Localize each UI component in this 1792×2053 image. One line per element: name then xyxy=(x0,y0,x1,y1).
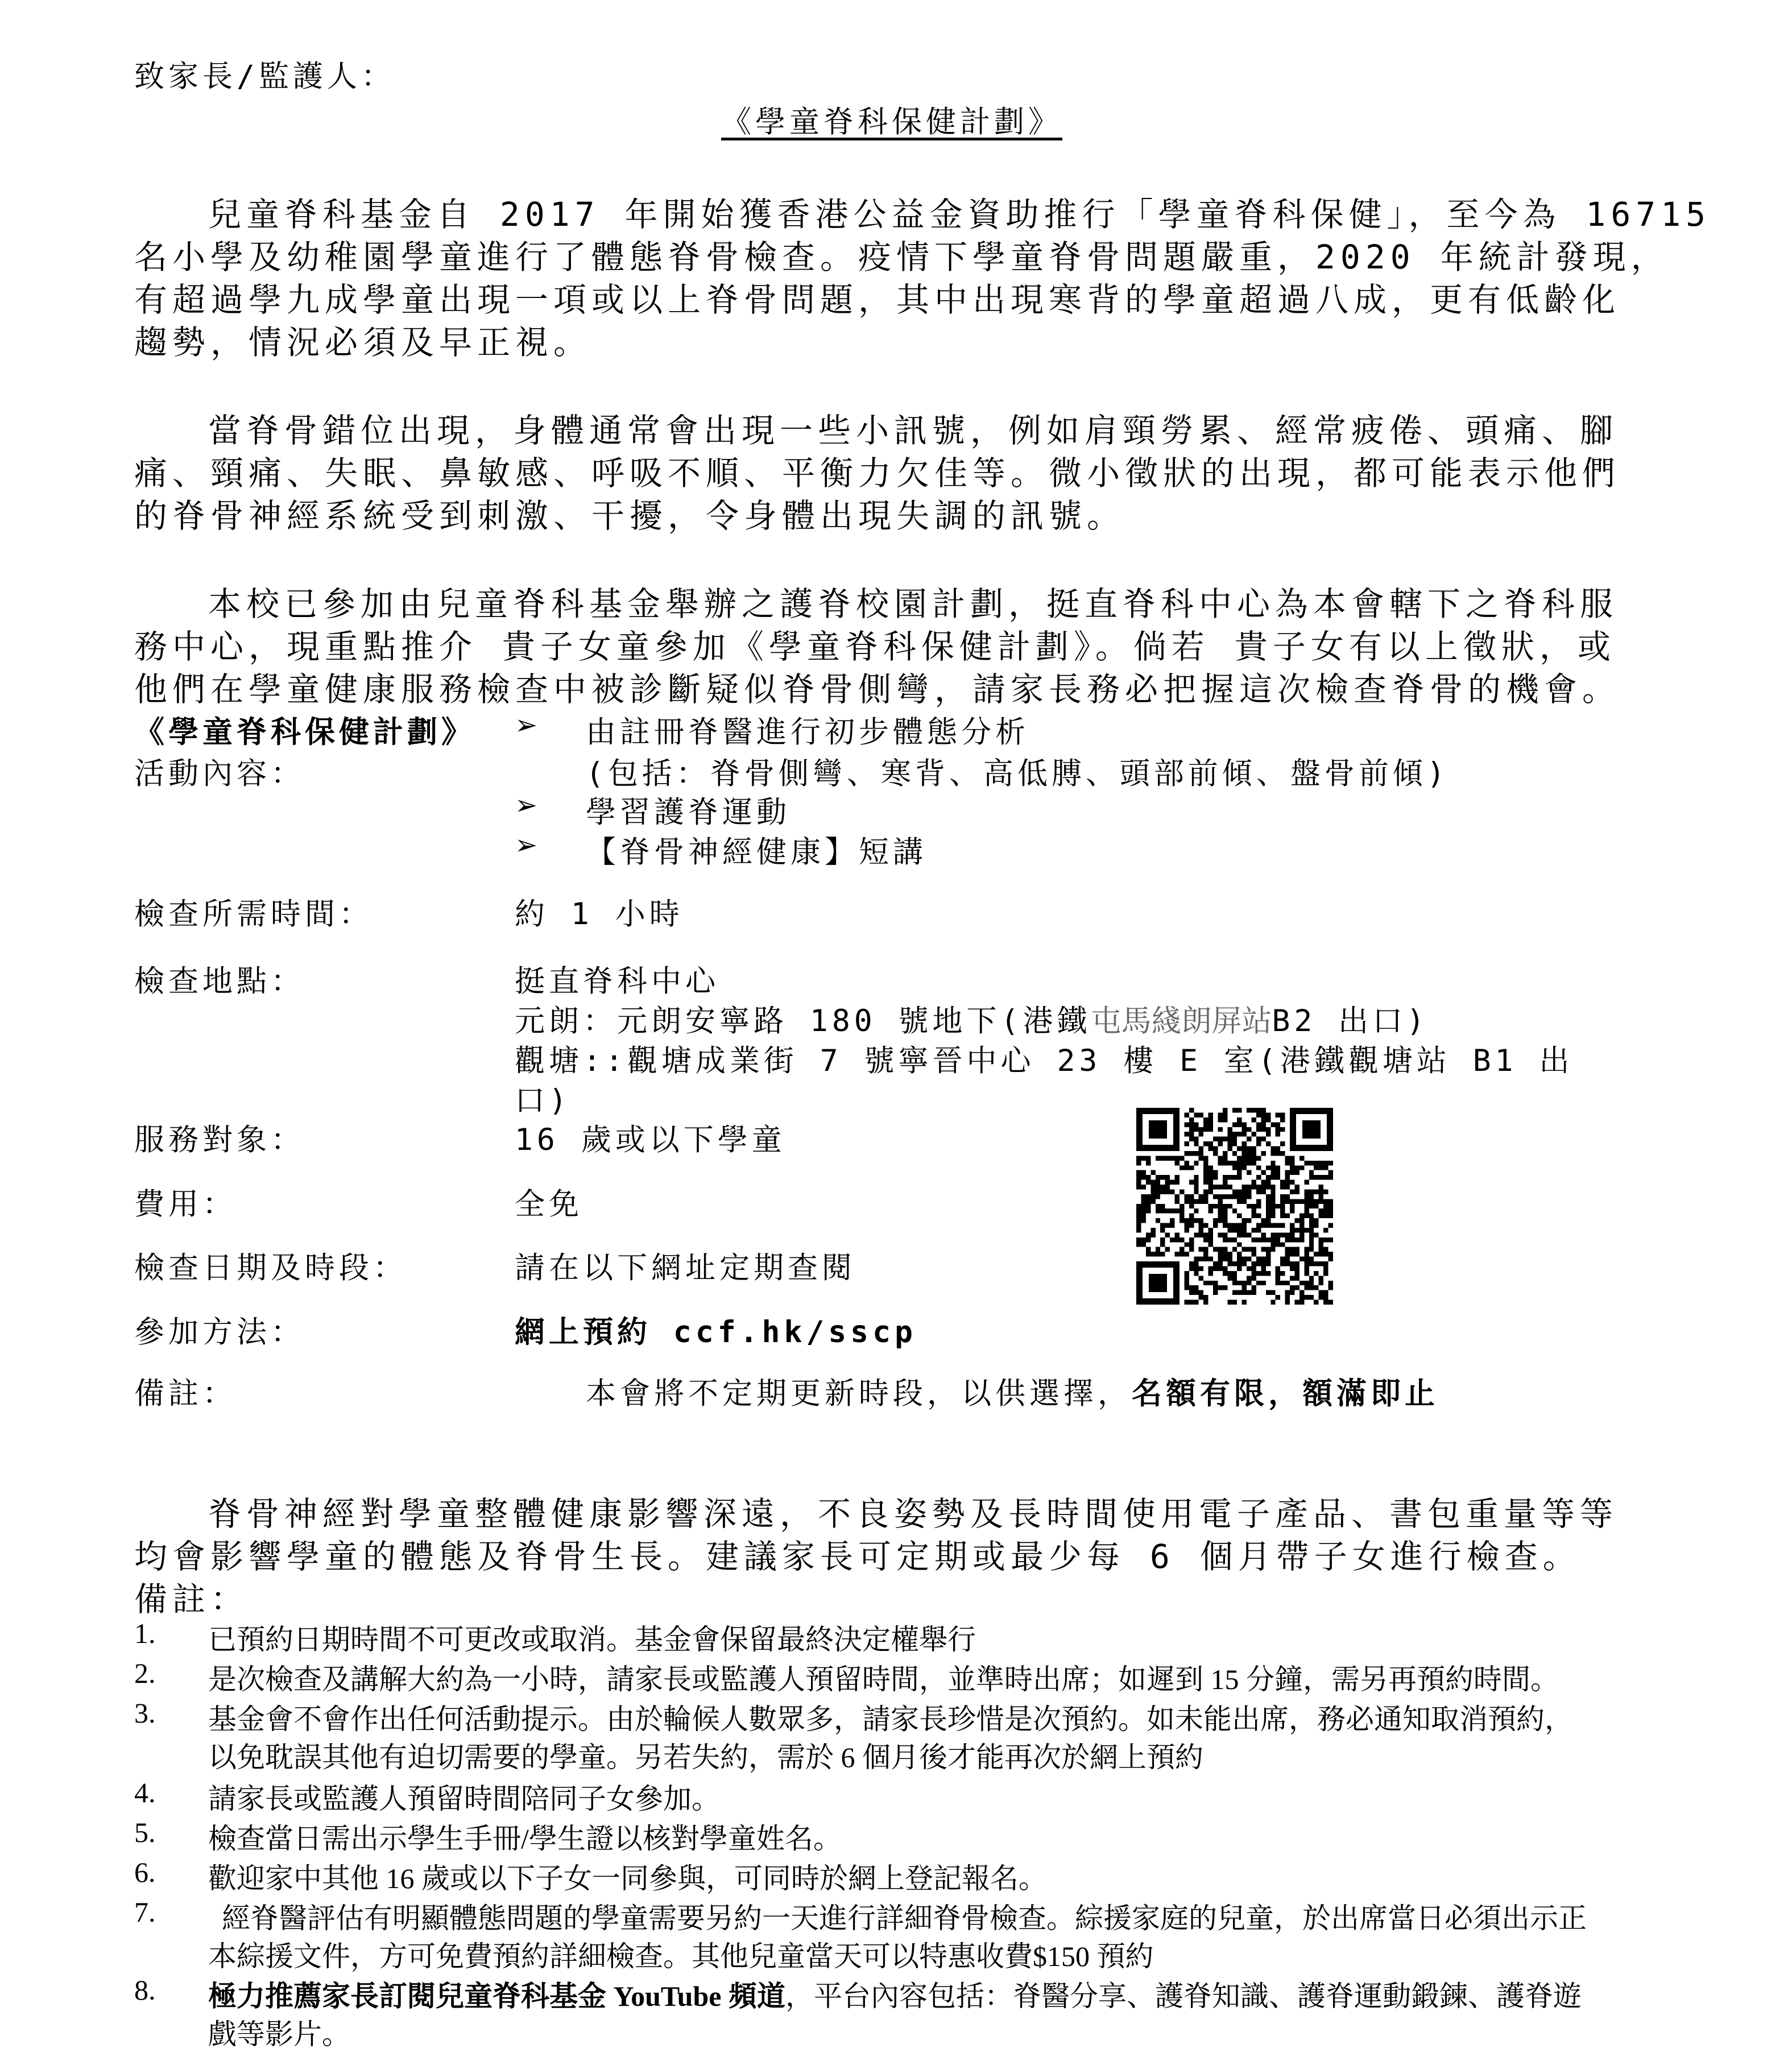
activity-1: 由註冊脊醫進行初步體態分析 xyxy=(586,715,1029,750)
note-5-number: 5. xyxy=(134,1816,156,1848)
program-label-line1: 《學童脊科保健計劃》 xyxy=(134,715,475,750)
intro-p3-line2: 務中心，現重點推介 貴子女童參加《學童脊科保健計劃》。倘若 貴子女有以上徵狀，或 xyxy=(134,627,1616,666)
location-kwun-tong-line2: 口) xyxy=(515,1083,571,1118)
schedule-value: 請在以下網址定期查閱 xyxy=(515,1251,856,1285)
method-label: 參加方法： xyxy=(134,1315,305,1350)
bullet-arrow-icon: ➢ xyxy=(515,829,538,861)
note-4-number: 4. xyxy=(134,1777,156,1808)
page-title: 《學童脊科保健計劃》 xyxy=(721,105,1062,139)
location-name: 挺直脊科中心 xyxy=(515,964,719,999)
bullet-arrow-icon: ➢ xyxy=(515,709,538,741)
intro-p1-line2: 名小學及幼稚園學童進行了體態脊骨檢查。疫情下學童脊骨問題嚴重，2020 年統計發現， xyxy=(134,238,1669,276)
location-kwun-tong-line1: 觀塘::觀塘成業街 7 號寧晉中心 23 樓 E 室(港鐵觀塘站 B1 出 xyxy=(515,1044,1574,1078)
note-3-text-line1: 基金會不會作出任何活動提示。由於輪候人數眾多，請家長珍惜是次預約。如未能出席，務必通知取消預約， xyxy=(208,1703,1573,1735)
bullet-arrow-icon: ➢ xyxy=(515,789,538,821)
remarks-label: 備註： xyxy=(134,1376,237,1411)
notes-heading: 備註： xyxy=(134,1580,249,1619)
yuen-long-prefix: 元朗：元朗安寧路 180 號地下(港鐵 xyxy=(515,1004,1091,1038)
note-6-text: 歡迎家中其他 16 歲或以下子女一同參與，可同時於網上登記報名。 xyxy=(208,1862,1047,1894)
remarks-value xyxy=(586,1369,1439,1413)
note-1-number: 1. xyxy=(134,1617,156,1649)
intro-p2-line2: 痛、頸痛、失眠、鼻敏感、呼吸不順、平衡力欠佳等。微小徵狀的出現，都可能表示他們 xyxy=(134,454,1621,492)
target-value: 16 歲或以下學童 xyxy=(515,1123,786,1157)
qr-code xyxy=(1136,1108,1333,1305)
note-1-text: 已預約日期時間不可更改或取消。基金會保留最終決定權舉行 xyxy=(208,1624,976,1655)
location-label: 檢查地點： xyxy=(134,964,305,999)
program-label-line2: 活動內容： xyxy=(134,756,305,791)
intro-p1-line4: 趨勢，情況必須及早正視。 xyxy=(134,323,592,362)
note-2-text: 是次檢查及講解大約為一小時，請家長或監護人預留時間，並準時出席；如遲到 15 分鐘，需另再預約時間。 xyxy=(208,1663,1559,1695)
activity-3: 【脊骨神經健康】短講 xyxy=(586,835,927,870)
note-8-text-line1 xyxy=(208,1973,1582,2014)
fee-value: 全免 xyxy=(515,1187,583,1222)
remarks-bold: 名額有限，額滿即止 xyxy=(1132,1376,1439,1411)
note-8-number: 8. xyxy=(134,1974,156,2006)
closing-line1: 脊骨神經對學童整體健康影響深遠，不良姿勢及長時間使用電子產品、書包重量等等 xyxy=(208,1495,1619,1533)
note-8-text-line2: 戲等影片。 xyxy=(208,2018,350,2050)
remarks-normal: 本會將不定期更新時段，以供選擇， xyxy=(586,1376,1132,1411)
intro-p3-line3: 他們在學童健康服務檢查中被診斷疑似脊骨側彎，請家長務必把握這次檢查脊骨的機會。 xyxy=(134,670,1621,709)
location-yuen-long xyxy=(515,997,1429,1040)
fee-label: 費用： xyxy=(134,1187,237,1222)
intro-p3-line1: 本校已參加由兒童脊科基金舉辦之護脊校園計劃，挺直脊科中心為本會轄下之脊科服 xyxy=(208,585,1619,623)
intro-p1-line1: 兒童脊科基金自 2017 年開始獲香港公益金資助推行「學童脊科保健」，至今為 16715 xyxy=(208,195,1711,234)
youtube-recommendation: 極力推薦家長訂閱兒童脊科基金 YouTube 頻道 xyxy=(208,1980,785,2012)
schedule-label: 檢查日期及時段： xyxy=(134,1251,407,1285)
note-6-number: 6. xyxy=(134,1856,156,1888)
activity-1-detail: (包括：脊骨側彎、寒背、高低膊、頭部前傾、盤骨前傾) xyxy=(586,756,1449,791)
yuen-long-station: 屯馬綫朗屏站 xyxy=(1091,1004,1272,1038)
note-2-number: 2. xyxy=(134,1657,156,1689)
duration-label: 檢查所需時間： xyxy=(134,897,373,932)
target-label: 服務對象： xyxy=(134,1123,305,1157)
intro-p2-line3: 的脊骨神經系統受到刺激、干擾，令身體出現失調的訊號。 xyxy=(134,496,1125,535)
closing-line2: 均會影響學童的體態及脊骨生長。建議家長可定期或最少每 6 個月帶子女進行檢查。 xyxy=(134,1537,1581,1576)
intro-p1-line3: 有超過學九成學童出現一項或以上脊骨問題，其中出現寒背的學童超過八成，更有低齡化 xyxy=(134,280,1621,319)
note-3-number: 3. xyxy=(134,1697,156,1729)
note-3-text-line2: 以免耽誤其他有迫切需要的學童。另若失約，需於 6 個月後才能再次於網上預約 xyxy=(208,1741,1203,1773)
note-7-text-line2: 本綜援文件，方可免費預約詳細檢查。其他兒童當天可以特惠收費$150 預約 xyxy=(208,1940,1154,1972)
note-8-rest: ，平台內容包括：脊醫分享、護脊知識、護脊運動鍛鍊、護脊遊 xyxy=(785,1980,1582,2012)
note-5-text: 檢查當日需出示學生手冊/學生證以核對學童姓名。 xyxy=(208,1823,842,1855)
method-value-link[interactable]: 網上預約 ccf.hk/sscp xyxy=(515,1315,917,1350)
intro-p2-line1: 當脊骨錯位出現，身體通常會出現一些小訊號，例如肩頸勞累、經常疲倦、頭痛、腳 xyxy=(208,411,1619,450)
yuen-long-suffix: B2 出口) xyxy=(1272,1004,1429,1038)
note-7-text-line1: 經脊醫評估有明顯體態問題的學童需要另約一天進行詳細脊骨檢查。綜援家庭的兒童，於出席當日必須出示正 xyxy=(222,1902,1587,1934)
activity-2: 學習護脊運動 xyxy=(586,795,791,830)
note-7-number: 7. xyxy=(134,1896,156,1928)
note-4-text: 請家長或監護人預留時間陪同子女參加。 xyxy=(208,1783,720,1815)
greeting: 致家長/監護人： xyxy=(134,59,395,94)
duration-value: 約 1 小時 xyxy=(515,897,684,932)
